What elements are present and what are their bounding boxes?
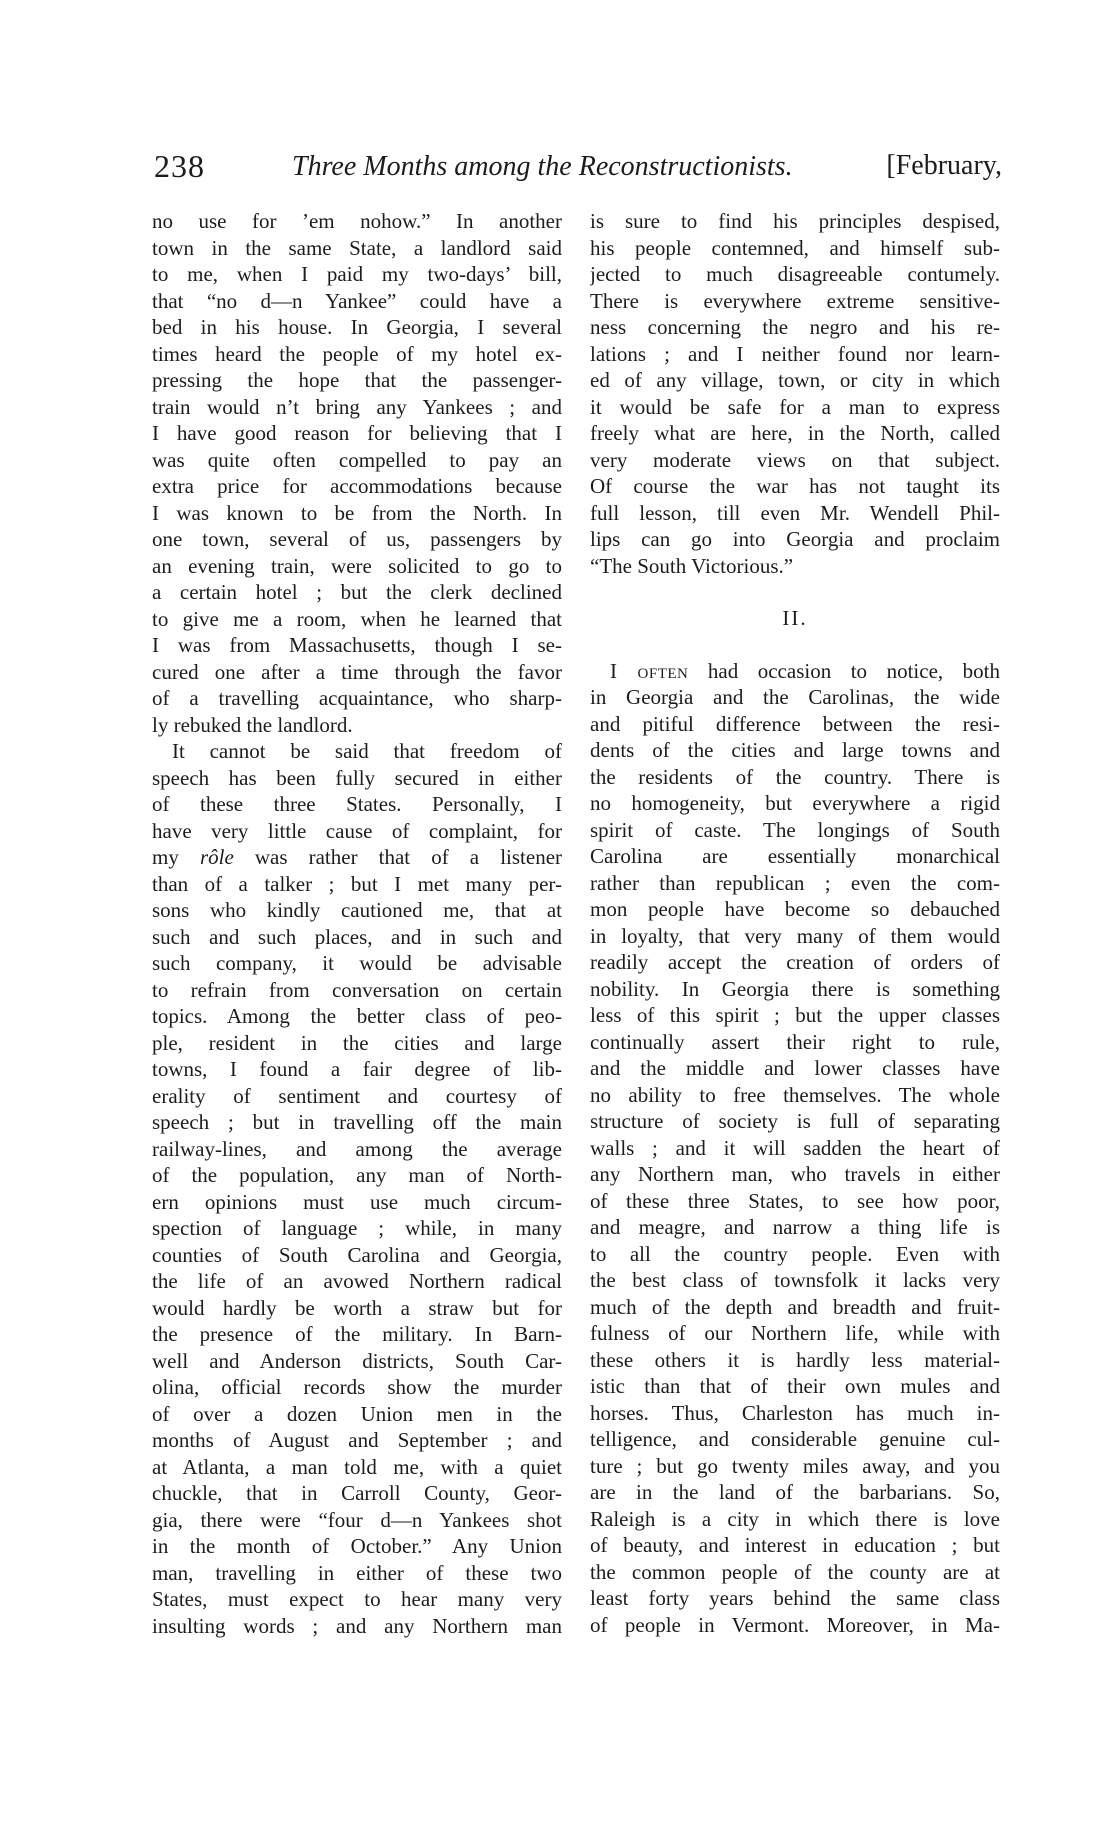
text-line: least forty years behind the same class <box>590 1586 1000 1610</box>
text-line: the presence of the military. In Barn- <box>152 1322 562 1346</box>
text-line: are in the land of the barbarians. So, <box>590 1480 1000 1504</box>
paragraph <box>152 738 562 1639</box>
text-line: such and such places, and in such and <box>152 924 562 949</box>
smallcaps-opening: I often <box>610 658 689 683</box>
text-line: towns, I found a fair degree of lib- <box>152 1057 562 1081</box>
text-line: in Georgia and the Carolinas, the wide <box>590 685 1000 709</box>
text-line: a certain hotel ; but the clerk declined <box>152 580 562 604</box>
text-line: and pitiful difference between the resi- <box>590 711 1000 736</box>
text-line: to all the country people. Even with <box>590 1241 1000 1266</box>
text-line: much of the depth and breadth and fruit- <box>590 1294 1000 1319</box>
text-line: pressing the hope that the passenger- <box>152 368 562 392</box>
text-line: would hardly be worth a straw but for <box>152 1295 562 1320</box>
text-line: gia, there were “four d—n Yankees shot <box>152 1507 562 1532</box>
section-month: [February, <box>886 150 1002 181</box>
text-line: the life of an avowed Northern radical <box>152 1269 562 1293</box>
text-line: one town, several of us, passengers by <box>152 527 562 551</box>
text-line: speech has been fully secured in either <box>152 765 562 790</box>
paragraph <box>152 208 562 738</box>
text-line: it would be safe for a man to express <box>590 394 1000 419</box>
text-line: I was from Massachusetts, though I se- <box>152 633 562 657</box>
text-line: spection of language ; while, in many <box>152 1216 562 1240</box>
text-line: to me, when I paid my two-days’ bill, <box>152 262 562 286</box>
text-line: lips can go into Georgia and proclaim <box>590 527 1000 551</box>
text-line: no use for ’em nohow.” In another <box>152 209 562 233</box>
text-line-with-italic: my rôle was rather that of a listener <box>152 845 562 869</box>
paragraph <box>590 208 1000 579</box>
text-line: was quite often compelled to pay an <box>152 447 562 472</box>
running-header <box>150 148 1002 192</box>
text-line: istic than that of their own mules and <box>590 1374 1000 1398</box>
text-line: than of a talker ; but I met many per- <box>152 871 562 896</box>
text-line: of these three States, to see how poor, <box>590 1188 1000 1213</box>
text-line: cured one after a time through the favor <box>152 659 562 684</box>
paragraph <box>590 658 1000 1639</box>
text-line: ture ; but go twenty miles away, and you <box>590 1453 1000 1478</box>
text-line: mon people have become so debauched <box>590 897 1000 921</box>
text-line: ple, resident in the cities and large <box>152 1030 562 1055</box>
text-line: jected to much disagreeable contumely. <box>590 262 1000 286</box>
text-line: to give me a room, when he learned that <box>152 606 562 631</box>
text-line: spirit of caste. The longings of South <box>590 817 1000 842</box>
text-line: structure of society is full of separating <box>590 1109 1000 1133</box>
text-line: and meagre, and narrow a thing life is <box>590 1215 1000 1239</box>
italic-word: rôle <box>199 845 234 869</box>
text-line: the best class of townsfolk it lacks very <box>590 1268 1000 1292</box>
text-line: man, travelling in either of these two <box>152 1560 562 1585</box>
text-line: sons who kindly cautioned me, that at <box>152 898 562 922</box>
text-line: Carolina are essentially monarchical <box>590 844 1000 868</box>
text-line: freely what are here, in the North, called <box>590 421 1000 445</box>
text-line: his people contemned, and himself sub- <box>590 235 1000 260</box>
text-line: fulness of our Northern life, while with <box>590 1321 1000 1345</box>
text-line-with-smallcaps: I often had occasion to notice, both <box>610 658 1000 683</box>
text-line: bed in his house. In Georgia, I several <box>152 315 562 339</box>
text-line: to refrain from conversation on certain <box>152 977 562 1002</box>
text-line: full lesson, till even Mr. Wendell Phil- <box>590 500 1000 525</box>
text-line: I have good reason for believing that I <box>152 421 562 445</box>
text-line: train would n’t bring any Yankees ; and <box>152 394 562 419</box>
text-line: rather than republican ; even the com- <box>590 870 1000 895</box>
left-column <box>152 208 562 1639</box>
text-line: “The South Victorious.” <box>590 553 794 578</box>
text-line: of people in Vermont. Moreover, in Ma- <box>590 1612 1000 1637</box>
text-line: and the middle and lower classes have <box>590 1056 1000 1080</box>
text-line: of the population, any man of North- <box>152 1163 562 1187</box>
text-line: counties of South Carolina and Georgia, <box>152 1242 562 1267</box>
text-line: extra price for accommodations because <box>152 474 562 498</box>
text-line: telligence, and considerable genuine cul- <box>590 1427 1000 1451</box>
page-number: 238 <box>154 148 205 184</box>
running-title: Three Months among the Reconstructionists. <box>292 151 793 182</box>
text-line: of beauty, and interest in education ; but <box>590 1533 1000 1557</box>
text-line: States, must expect to hear many very <box>152 1587 562 1611</box>
text-line: in the month of October.” Any Union <box>152 1534 562 1558</box>
text-line: dents of the cities and large towns and <box>590 738 1000 762</box>
text-line: well and Anderson districts, South Car- <box>152 1348 562 1373</box>
text-line: that “no d—n Yankee” could have a <box>152 288 562 313</box>
text-line: the residents of the country. There is <box>590 764 1000 789</box>
text-line: of these three States. Personally, I <box>152 792 562 816</box>
text-line: of over a dozen Union men in the <box>152 1401 562 1426</box>
text-line: walls ; and it will sadden the heart of <box>590 1135 1000 1160</box>
text-line: speech ; but in travelling off the main <box>152 1110 562 1134</box>
text-line: There is everywhere extreme sensitive- <box>590 288 1000 313</box>
text-line: ed of any village, town, or city in which <box>590 368 1000 392</box>
text-line: less of this spirit ; but the upper classes <box>590 1003 1000 1027</box>
text-line: topics. Among the better class of peo- <box>152 1004 562 1028</box>
text-line: I was known to be from the North. In <box>152 500 562 525</box>
right-column <box>590 208 1000 1638</box>
text-line: any Northern man, who travels in either <box>590 1162 1000 1186</box>
text-line: horses. Thus, Charleston has much in- <box>590 1400 1000 1425</box>
text-line: is sure to find his principles despised, <box>590 209 1000 233</box>
text-line: in loyalty, that very many of them would <box>590 923 1000 948</box>
text-line: continually assert their right to rule, <box>590 1029 1000 1054</box>
text-line: months of August and September ; and <box>152 1428 562 1452</box>
text-line: Raleigh is a city in which there is love <box>590 1506 1000 1531</box>
text-line: town in the same State, a landlord said <box>152 235 562 260</box>
text-line: It cannot be said that freedom of <box>172 739 562 763</box>
text-line: readily accept the creation of orders of <box>590 950 1000 974</box>
text-line: of a travelling acquaintance, who sharp- <box>152 686 562 710</box>
text-line: the common people of the county are at <box>590 1559 1000 1584</box>
text-line: railway-lines, and among the average <box>152 1136 562 1161</box>
text-line: chuckle, that in Carroll County, Geor- <box>152 1481 562 1505</box>
text-line: lations ; and I neither found nor learn- <box>590 341 1000 366</box>
text-line: very moderate views on that subject. <box>590 447 1000 472</box>
section-number: II. <box>782 606 808 630</box>
text-line: an evening train, were solicited to go to <box>152 553 562 578</box>
text-line: insulting words ; and any Northern man <box>152 1613 562 1638</box>
text-line: times heard the people of my hotel ex- <box>152 341 562 366</box>
text-line: ern opinions must use much circum- <box>152 1189 562 1214</box>
text-line: at Atlanta, a man told me, with a quiet <box>152 1454 562 1479</box>
text-line: ly rebuked the landlord. <box>152 712 353 737</box>
text-line: such company, it would be advisable <box>152 951 562 975</box>
text-line: Of course the war has not taught its <box>590 474 1000 498</box>
text-line: erality of sentiment and courtesy of <box>152 1083 562 1108</box>
text-line: these others it is hardly less material- <box>590 1347 1000 1372</box>
text-line: olina, official records show the murder <box>152 1375 562 1399</box>
text-line: no ability to free themselves. The whole <box>590 1082 1000 1107</box>
text-line: ness concerning the negro and his re- <box>590 315 1000 339</box>
text-line: have very little cause of complaint, for <box>152 818 562 843</box>
text-line: no homogeneity, but everywhere a rigid <box>590 791 1000 815</box>
text-line: nobility. In Georgia there is something <box>590 976 1000 1001</box>
